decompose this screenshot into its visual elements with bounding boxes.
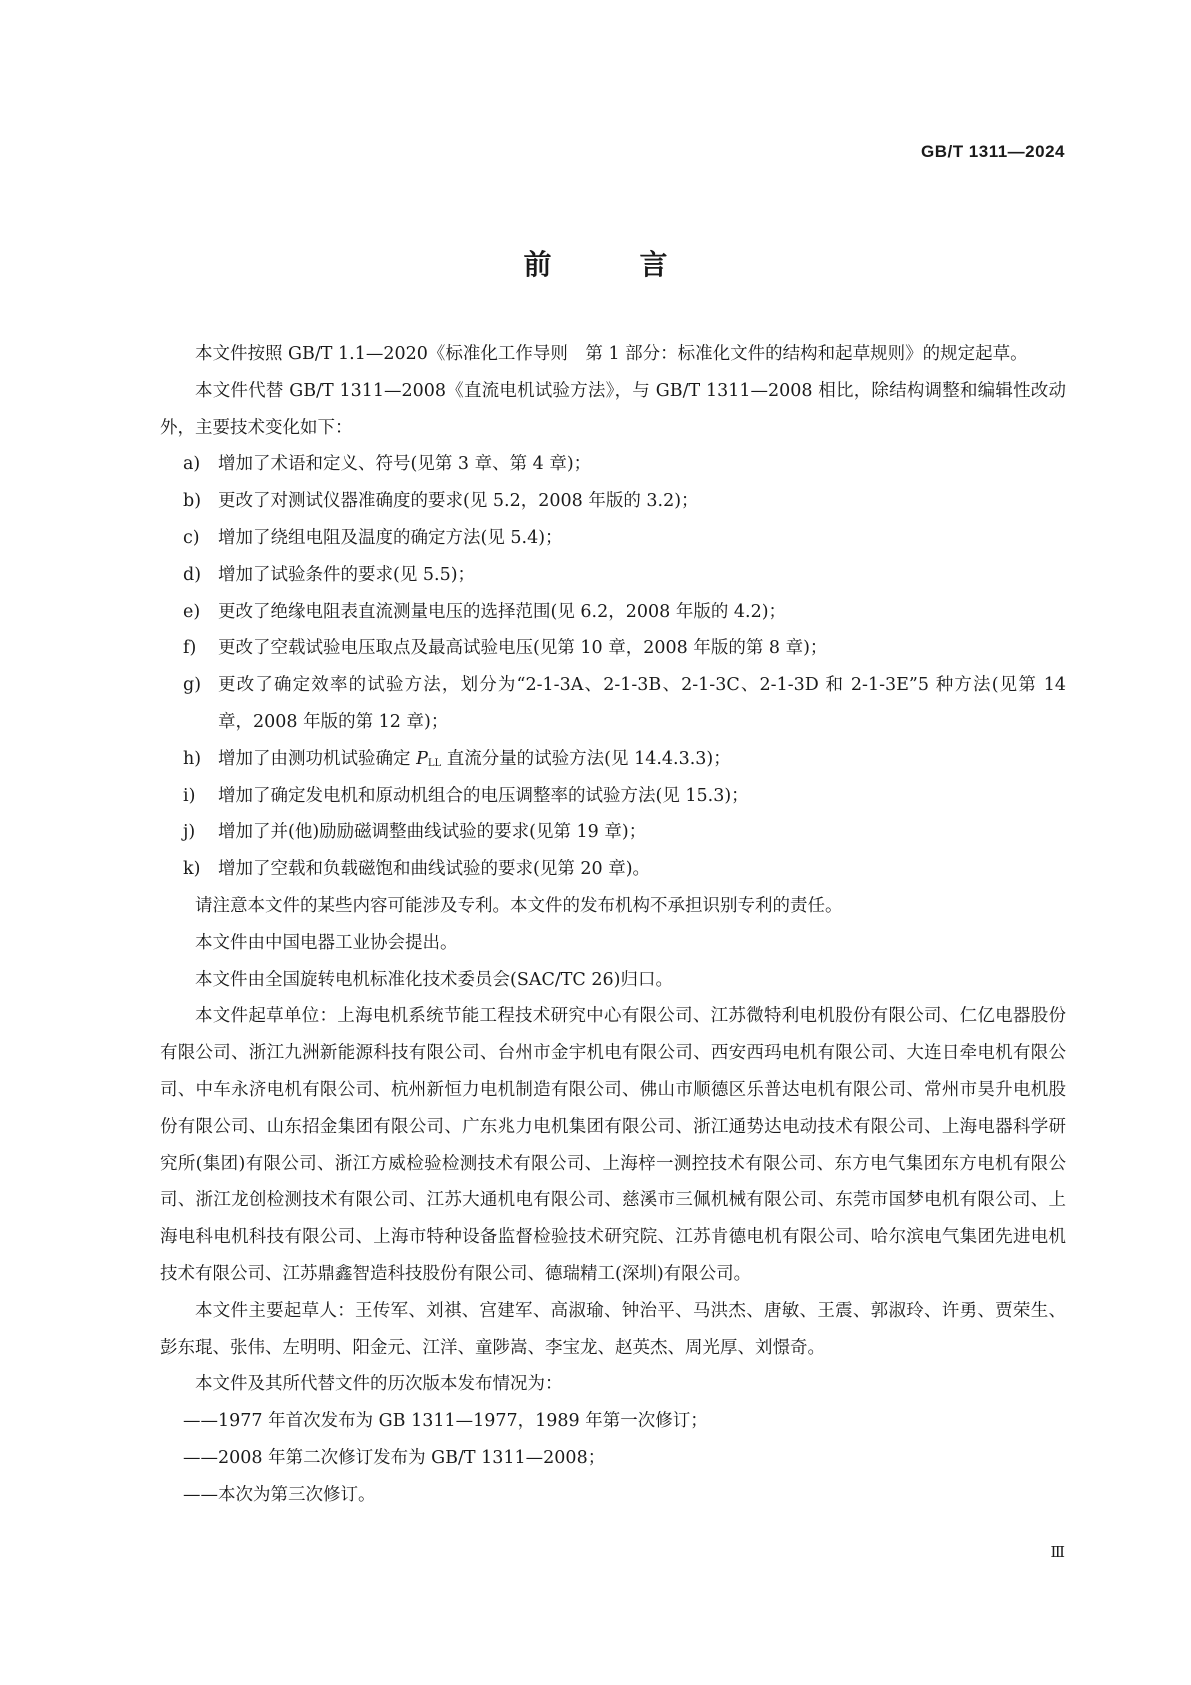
list-item bbox=[160, 557, 1066, 594]
proposed-by: 本文件由中国电器工业协会提出。 bbox=[195, 932, 458, 953]
list-item bbox=[160, 741, 1066, 778]
list-marker: b) bbox=[183, 491, 202, 512]
history-list bbox=[160, 1403, 1066, 1513]
history-item: ——1977 年首次发布为 GB 1311—1977，1989 年第一次修订； bbox=[183, 1411, 708, 1432]
main-drafters: 本文件主要起草人：王传军、刘祺、宫建军、高淑瑜、钟治平、马洪杰、唐敏、王震、郭淑玲、许勇、贾荣生、彭东琨、张伟、左明明、阳金元、江洋、童陟嵩、李宝龙、赵英杰、周光厚、刘憬奇。 bbox=[160, 1300, 1066, 1358]
list-item bbox=[160, 483, 1066, 520]
replacement-paragraph: 本文件代替 GB/T 1311—2008《直流电机试验方法》，与 GB/T 1311—2008 相比，除结构调整和编辑性改动外，主要技术变化如下： bbox=[160, 380, 1066, 438]
list-item bbox=[160, 520, 1066, 557]
list-marker: k) bbox=[183, 859, 201, 880]
list-item-text-after: 直流分量的试验方法(见 14.4.3.3)； bbox=[441, 748, 731, 769]
list-item bbox=[160, 667, 1066, 741]
changes-list bbox=[160, 446, 1066, 888]
centralized-by: 本文件由全国旋转电机标准化技术委员会(SAC/TC 26)归口。 bbox=[195, 969, 673, 990]
list-item bbox=[160, 778, 1066, 815]
list-marker: c) bbox=[183, 527, 200, 548]
list-item-text: 增加了并(他)励励磁调整曲线试验的要求(见第 19 章)； bbox=[218, 822, 647, 843]
symbol-p: P bbox=[416, 748, 428, 769]
list-item bbox=[160, 446, 1066, 483]
list-item-text: 更改了确定效率的试验方法，划分为“2-1-3A、2-1-3B、2-1-3C、2-1-3D 和 2-1-3E”5 种方法(见第 14 章，2008 年版的第 12 章)； bbox=[218, 675, 1066, 732]
list-item-text: 增加了试验条件的要求(见 5.5)； bbox=[218, 564, 476, 585]
list-item-text: 增加了术语和定义、符号(见第 3 章、第 4 章)； bbox=[218, 454, 592, 475]
standard-code: GB/T 1311—2024 bbox=[920, 142, 1065, 161]
list-marker: e) bbox=[183, 601, 201, 622]
list-item-text: 增加了空载和负载磁饱和曲线试验的要求(见第 20 章)。 bbox=[218, 859, 651, 880]
list-marker: g) bbox=[183, 675, 202, 696]
history-intro: 本文件及其所代替文件的历次版本发布情况为： bbox=[195, 1374, 563, 1395]
list-item-text-before: 增加了由测功机试验确定 bbox=[218, 748, 417, 769]
patent-notice: 请注意本文件的某些内容可能涉及专利。本文件的发布机构不承担识别专利的责任。 bbox=[195, 895, 843, 916]
foreword-body bbox=[160, 336, 1066, 1514]
list-marker: a) bbox=[183, 454, 201, 475]
list-marker: j) bbox=[183, 822, 196, 843]
history-item: ——2008 年第二次修订发布为 GB/T 1311—2008； bbox=[183, 1447, 606, 1468]
history-item: ——本次为第三次修订。 bbox=[183, 1484, 376, 1505]
list-item bbox=[160, 851, 1066, 888]
drafting-basis-paragraph: 本文件按照 GB/T 1.1—2020《标准化工作导则 第 1 部分：标准化文件的结构和起草规则》的规定起草。 bbox=[195, 344, 1028, 364]
list-marker: f) bbox=[183, 638, 197, 659]
list-item-text: 增加了绕组电阻及温度的确定方法(见 5.4)； bbox=[218, 527, 563, 548]
page-number: Ⅲ bbox=[1050, 1543, 1065, 1561]
page-title: 前 言 bbox=[523, 248, 698, 281]
list-marker: h) bbox=[183, 748, 202, 769]
list-item-text: 更改了对测试仪器准确度的要求(见 5.2，2008 年版的 3.2)； bbox=[218, 491, 699, 512]
list-marker: i) bbox=[183, 785, 196, 806]
list-item bbox=[160, 594, 1066, 631]
list-item-text: 增加了确定发电机和原动机组合的电压调整率的试验方法(见 15.3)； bbox=[218, 785, 749, 806]
list-item-text: 更改了绝缘电阻表直流测量电压的选择范围(见 6.2，2008 年版的 4.2)； bbox=[218, 601, 787, 622]
list-item-text: 更改了空载试验电压取点及最高试验电压(见第 10 章，2008 年版的第 8 章)； bbox=[218, 638, 828, 659]
list-marker: d) bbox=[183, 564, 202, 585]
symbol-subscript: LL bbox=[427, 757, 442, 769]
list-item bbox=[160, 814, 1066, 851]
drafting-units: 本文件起草单位：上海电机系统节能工程技术研究中心有限公司、江苏微特利电机股份有限公司、仁亿电器股份有限公司、浙江九洲新能源科技有限公司、台州市金宇机电有限公司、西安西玛电机有限公司、大连日牵电机有限公司、中车永济电机有限公司、杭州新恒力电机制造有限公司、佛山市顺德区乐普达电机有限公司、常州市昊升电机股份有限公司、山东招金集团有限公司、广东兆力电机集团有限公司、浙江通势达电动技术有限公司、上海电器科学研究所(集团)有限公司、浙江方威检验检测技术有限公司、上海梓一测控技术有限公司、东方电气集团东方电机有限公司、浙江龙创检测技术有限公司、江苏大通机电有限公司、慈溪市三佩机械有限公司、东莞市国梦电机有限公司、上海电科电机科技有限公司、上海市特种设备监督检验技术研究院、江苏肯德电机有限公司、哈尔滨电气集团先进电机技术有限公司、江苏鼎鑫智造科技股份有限公司、德瑞精工(深圳)有限公司。 bbox=[160, 1006, 1066, 1284]
list-item bbox=[160, 630, 1066, 667]
